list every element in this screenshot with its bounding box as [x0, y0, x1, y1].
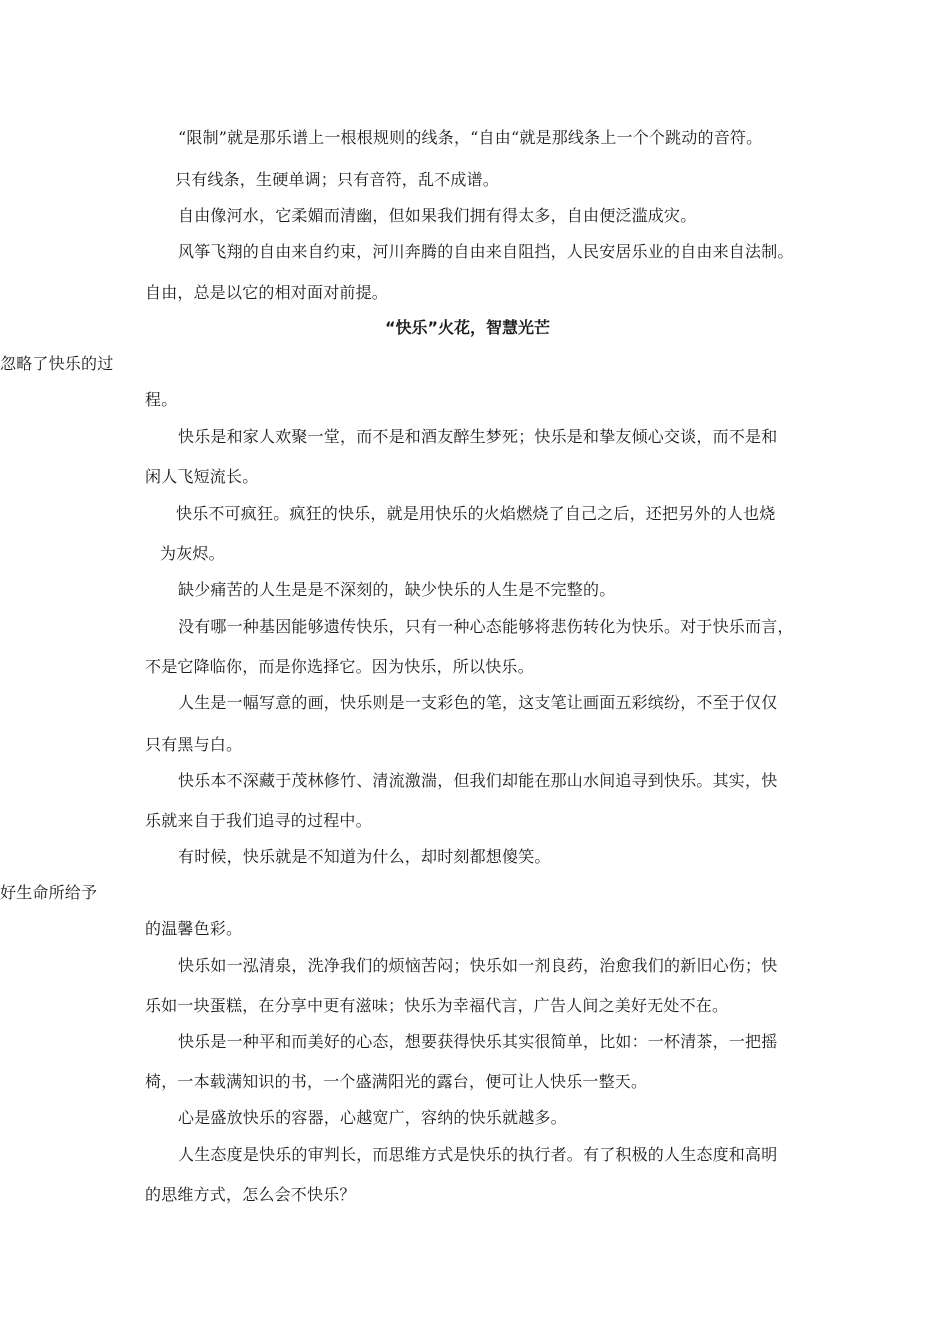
paragraph-line: 人生态度是快乐的审判长，而思维方式是快乐的执行者。有了积极的人生态度和高明: [178, 1145, 778, 1164]
paragraph-line: 椅，一本载满知识的书，一个盛满阳光的露台，便可让人快乐一整天。: [145, 1072, 648, 1091]
paragraph-line: 不是它降临你，而是你选择它。因为快乐，所以快乐。: [145, 657, 534, 676]
paragraph-line: 的思维方式，怎么会不快乐？: [145, 1185, 356, 1204]
paragraph-line: 只有黑与白。: [145, 735, 243, 754]
paragraph-line: 好生命所给予: [0, 883, 98, 902]
section-title: “快乐”火花，智慧光芒: [385, 318, 551, 337]
paragraph-line: 没有哪一种基因能够遗传快乐，只有一种心态能够将悲伤转化为快乐。对于快乐而言，: [178, 617, 794, 636]
paragraph-line: 快乐是和家人欢聚一堂，而不是和酒友醉生梦死；快乐是和挚友倾心交谈，而不是和: [178, 427, 778, 446]
paragraph-line: 自由像河水，它柔媚而清幽，但如果我们拥有得太多，自由便泛滥成灾。: [178, 206, 697, 225]
paragraph-line: 只有线条，生硬单调；只有音符，乱不成谱。: [175, 170, 500, 189]
paragraph-line: 为灰烬。: [160, 544, 225, 563]
paragraph-line: 人生是一幅写意的画，快乐则是一支彩色的笔，这支笔让画面五彩缤纷，不至于仅仅: [178, 693, 778, 712]
paragraph-line: 程。: [145, 390, 178, 409]
paragraph-line: 快乐如一泓清泉，洗净我们的烦恼苦闷；快乐如一剂良药，治愈我们的新旧心伤；快: [178, 956, 778, 975]
paragraph-line: 心是盛放快乐的容器，心越宽广，容纳的快乐就越多。: [178, 1108, 567, 1127]
paragraph-line: 忽略了快乐的过: [0, 354, 114, 373]
paragraph-line: 有时候，快乐就是不知道为什么，却时刻都想傻笑。: [178, 847, 551, 866]
paragraph-line: 乐就来自于我们追寻的过程中。: [145, 811, 372, 830]
paragraph-line: 快乐本不深藏于茂林修竹、清流激湍，但我们却能在那山水间追寻到快乐。其实，快: [178, 771, 778, 790]
paragraph-line: 乐如一块蛋糕，在分享中更有滋味；快乐为幸福代言，广告人间之美好无处不在。: [145, 996, 729, 1015]
paragraph-line: 缺少痛苦的人生是是不深刻的，缺少快乐的人生是不完整的。: [178, 580, 616, 599]
paragraph-line: 风筝飞翔的自由来自约束，河川奔腾的自由来自阻挡，人民安居乐业的自由来自法制。: [178, 242, 794, 261]
paragraph-line: 闲人飞短流长。: [145, 467, 259, 486]
paragraph-line: 自由，总是以它的相对面对前提。: [145, 283, 389, 302]
paragraph-line: “限制”就是那乐谱上一根根规则的线条，“自由“就是那线条上一个个跳动的音符。: [178, 128, 763, 147]
paragraph-line: 的温馨色彩。: [145, 919, 243, 938]
paragraph-line: 快乐是一种平和而美好的心态，想要获得快乐其实很简单，比如：一杯清茶，一把摇: [178, 1032, 778, 1051]
paragraph-line: 快乐不可疯狂。疯狂的快乐，就是用快乐的火焰燃烧了自己之后，还把另外的人也烧: [176, 504, 776, 523]
